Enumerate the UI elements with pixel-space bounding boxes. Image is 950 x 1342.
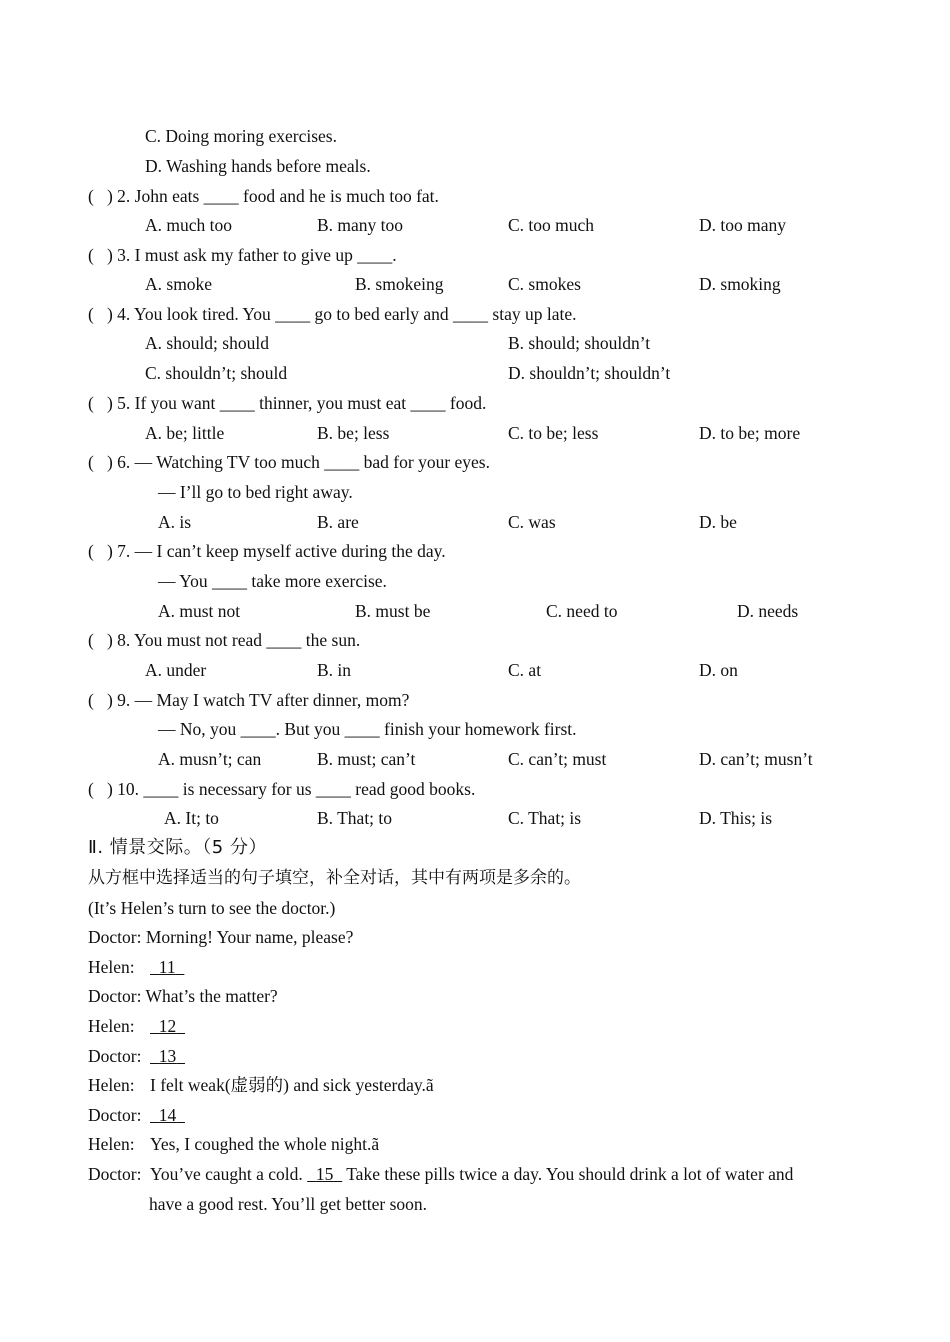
section-2-instruction: 从方框中选择适当的句子填空，补全对话，其中有两项是多余的。	[88, 868, 581, 888]
question-7-reply: — You ____ take more exercise.	[158, 571, 387, 591]
question-8-option-c: C. at	[508, 660, 542, 680]
question-5-stem: ( ) 5. If you want ____ thinner, you must eat ____ food.	[88, 393, 487, 413]
dialogue-text: Yes, I coughed the whole night.ã	[150, 1134, 380, 1154]
question-9-reply: — No, you ____. But you ____ finish your homework first.	[158, 719, 577, 739]
question-2-stem: ( ) 2. John eats ____ food and he is much too fat.	[88, 186, 439, 206]
question-3-option-b: B. smokeing	[355, 274, 444, 294]
speaker-label: Helen:	[88, 1016, 135, 1036]
question-7-option-a: A. must not	[158, 601, 241, 621]
dialogue-line-8	[88, 1132, 379, 1156]
question-9-stem: ( ) 9. — May I watch TV after dinner, mom?	[88, 690, 410, 710]
question-9-option-d: D. can’t; musn’t	[699, 749, 813, 769]
question-10-stem: ( ) 10. ____ is necessary for us ____ read good books.	[88, 779, 476, 799]
question-6-option-a: A. is	[158, 512, 192, 532]
question-8-stem: ( ) 8. You must not read ____ the sun.	[88, 630, 361, 650]
question-6-option-b: B. are	[317, 512, 359, 532]
speaker-label: Doctor:	[88, 1046, 142, 1066]
question-7-option-c: C. need to	[546, 601, 618, 621]
question-5-option-a: A. be; little	[145, 423, 225, 443]
dialogue-text: What’s the matter?	[145, 986, 278, 1006]
question-7-option-b: B. must be	[355, 601, 431, 621]
question-6-reply: — I’ll go to bed right away.	[158, 482, 353, 502]
question-2-option-d: D. too many	[699, 215, 787, 235]
dialogue-text: Take these pills twice a day. You should drink a lot of water and	[346, 1164, 794, 1184]
speaker-label: Helen:	[88, 1134, 135, 1154]
question-5-option-d: D. to be; more	[699, 423, 801, 443]
speaker-label: Doctor:	[88, 927, 142, 947]
dialogue-line-2	[88, 955, 184, 979]
dialogue-line-4	[88, 1014, 185, 1038]
question-8-option-d: D. on	[699, 660, 738, 680]
dialogue-line-3	[88, 984, 278, 1008]
answer-blank-11[interactable]: 11	[158, 957, 176, 977]
question-4-option-b: B. should; shouldn’t	[508, 333, 651, 353]
speaker-label: Doctor:	[88, 1105, 142, 1125]
question-3-option-c: C. smokes	[508, 274, 581, 294]
question-9-option-c: C. can’t; must	[508, 749, 607, 769]
dialogue-line-5	[88, 1044, 185, 1068]
speaker-label: Helen:	[88, 1075, 135, 1095]
dialogue-text: Morning! Your name, please?	[145, 927, 354, 947]
speaker-label: Doctor:	[88, 1164, 142, 1184]
question-10-option-c: C. That; is	[508, 808, 582, 828]
question-8-option-a: A. under	[145, 660, 207, 680]
question-6-stem: ( ) 6. — Watching TV too much ____ bad for your eyes.	[88, 452, 490, 472]
question-4-option-d: D. shouldn’t; shouldn’t	[508, 363, 671, 383]
question-4-stem: ( ) 4. You look tired. You ____ go to bed early and ____ stay up late.	[88, 304, 577, 324]
question-4-option-a: A. should; should	[145, 333, 269, 353]
question-3-option-d: D. smoking	[699, 274, 781, 294]
question-2-option-a: A. much too	[145, 215, 233, 235]
question-2-option-c: C. too much	[508, 215, 595, 235]
answer-blank-15[interactable]: 15	[315, 1164, 334, 1184]
speaker-label: Doctor:	[88, 986, 142, 1006]
question-5-option-b: B. be; less	[317, 423, 390, 443]
question-10-option-b: B. That; to	[317, 808, 393, 828]
dialogue-context: (It’s Helen’s turn to see the doctor.)	[88, 898, 336, 918]
section-2-title: Ⅱ. 情景交际。（5 分）	[88, 837, 267, 858]
question-6-option-c: C. was	[508, 512, 556, 532]
dialogue-line-7	[88, 1103, 185, 1127]
question-4-option-c: C. shouldn’t; should	[145, 363, 288, 383]
question-7-option-d: D. needs	[737, 601, 799, 621]
dialogue-line-9-continued: have a good rest. You’ll get better soon.	[149, 1194, 428, 1214]
question-9-option-b: B. must; can’t	[317, 749, 416, 769]
question-7-stem: ( ) 7. — I can’t keep myself active during the day.	[88, 541, 446, 561]
dialogue-text-pre: You’ve caught a cold.	[150, 1164, 303, 1184]
question-10-option-d: D. This; is	[699, 808, 773, 828]
question-6-option-d: D. be	[699, 512, 737, 532]
question-10-option-a: A. It; to	[164, 808, 219, 828]
dialogue-line-6	[88, 1073, 434, 1097]
dialogue-line-1	[88, 925, 353, 949]
answer-blank-12[interactable]: 12	[158, 1016, 177, 1036]
dialogue-line-9	[88, 1162, 793, 1186]
question-3-stem: ( ) 3. I must ask my father to give up ____.	[88, 245, 397, 265]
question-3-option-a: A. smoke	[145, 274, 213, 294]
answer-blank-14[interactable]: 14	[158, 1105, 177, 1125]
q1-option-c: C. Doing moring exercises.	[145, 126, 337, 146]
question-9-option-a: A. musn’t; can	[158, 749, 262, 769]
answer-blank-13[interactable]: 13	[158, 1046, 177, 1066]
question-2-option-b: B. many too	[317, 215, 404, 235]
question-8-option-b: B. in	[317, 660, 352, 680]
question-5-option-c: C. to be; less	[508, 423, 599, 443]
speaker-label: Helen:	[88, 957, 135, 977]
q1-option-d: D. Washing hands before meals.	[145, 156, 371, 176]
dialogue-text: I felt weak(虚弱的) and sick yesterday.ã	[150, 1075, 434, 1095]
